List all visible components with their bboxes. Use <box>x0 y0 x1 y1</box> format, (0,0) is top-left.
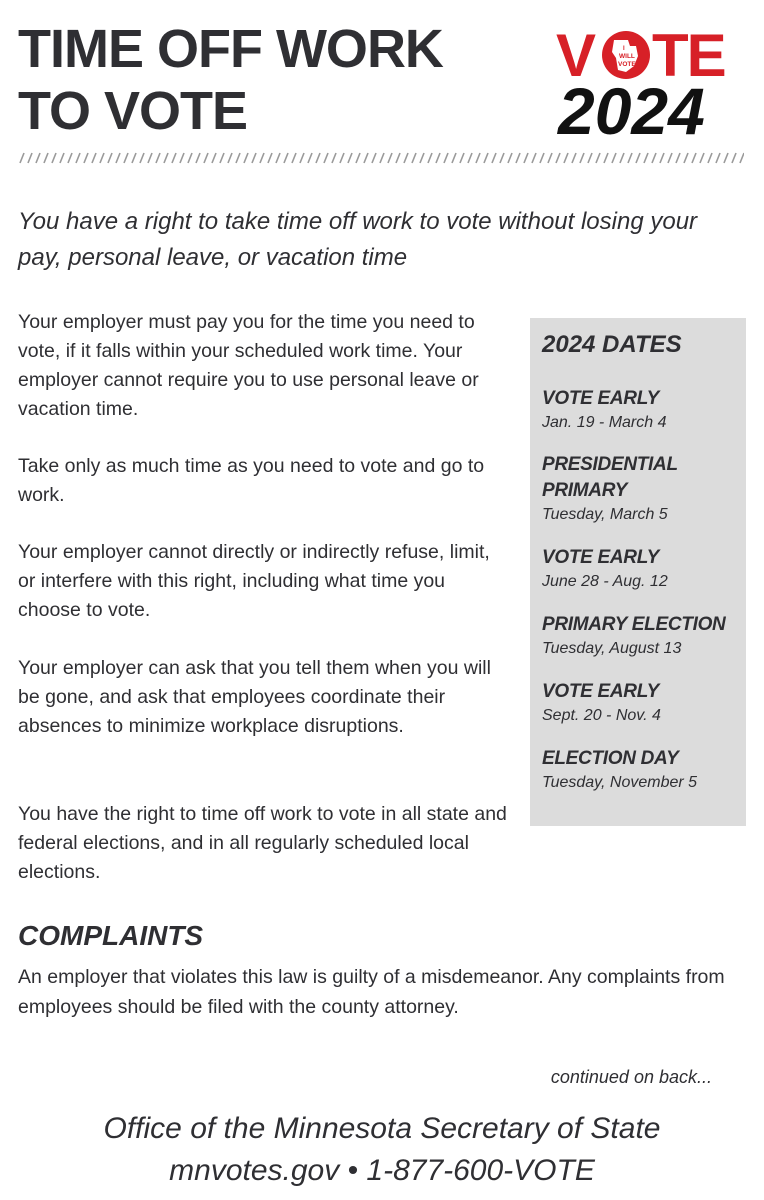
date-item <box>542 679 742 727</box>
date-value: Tuesday, March 5 <box>542 506 668 523</box>
logo-badge-will: WILL <box>619 53 635 60</box>
date-item <box>542 545 742 593</box>
date-label: PRESIDENTIAL PRIMARY <box>542 454 678 501</box>
complaints-heading: COMPLAINTS <box>18 920 204 951</box>
date-label: VOTE EARLY <box>542 681 659 702</box>
paragraph-no-interference: Your employer cannot directly or indirectly refuse, limit, or interfere with this right, including what time you choose to vote. <box>18 541 490 621</box>
dates-sidebar <box>530 318 746 826</box>
intro-statement: You have a right to take time off work to vote without losing your pay, personal leave, or vacation time <box>18 208 698 271</box>
logo-letters-te: TE <box>652 26 725 89</box>
paragraph-pay: Your employer must pay you for the time you need to vote, if it falls within your scheduled work time. Your employer cannot require you to use personal leave or vacation time. <box>18 311 479 420</box>
logo-badge-vote: VOTE <box>618 61 636 68</box>
date-value: Sept. 20 - Nov. 4 <box>542 707 661 724</box>
footer-contact: mnvotes.gov • 1-877-600-VOTE <box>169 1154 595 1187</box>
logo-year: 2024 <box>558 74 705 142</box>
date-item <box>542 746 742 794</box>
continued-note: continued on back... <box>550 1067 712 1087</box>
paragraph-elections: You have the right to time off work to vote in all state and federal elections, and in all regularly scheduled local elections. <box>18 803 507 883</box>
date-label: PRIMARY ELECTION <box>542 614 726 635</box>
title-line-1: TIME OFF WORK <box>18 19 443 79</box>
vote-logo-graphic <box>556 26 732 142</box>
page-title <box>18 18 443 142</box>
date-value: June 28 - Aug. 12 <box>542 573 668 590</box>
paragraph-time-needed: Take only as much time as you need to vote and go to work. <box>18 455 485 506</box>
paragraph-notice: Your employer can ask that you tell them when you will be gone, and ask that employees coordinate their absences to minimize workplace disruptions. <box>18 657 491 737</box>
date-label: VOTE EARLY <box>542 388 659 409</box>
footer <box>0 1108 764 1192</box>
vote-2024-logo <box>556 26 732 142</box>
date-item <box>542 612 742 660</box>
date-item <box>542 452 702 526</box>
complaints-text: An employer that violates this law is guilty of a misdemeanor. Any complaints from employees should be filed with the county attorney. <box>18 966 725 1018</box>
logo-letter-v: V <box>556 26 597 89</box>
dates-title: 2024 DATES <box>542 331 682 358</box>
hatched-divider <box>18 152 744 164</box>
date-label: VOTE EARLY <box>542 547 659 568</box>
date-label: ELECTION DAY <box>542 748 679 769</box>
date-value: Tuesday, August 13 <box>542 640 682 657</box>
title-line-2: TO VOTE <box>18 81 248 141</box>
date-value: Jan. 19 - March 4 <box>542 414 667 431</box>
date-item <box>542 386 742 434</box>
logo-badge-i: I <box>623 46 625 52</box>
footer-office: Office of the Minnesota Secretary of State <box>103 1112 661 1145</box>
date-value: Tuesday, November 5 <box>542 774 698 791</box>
